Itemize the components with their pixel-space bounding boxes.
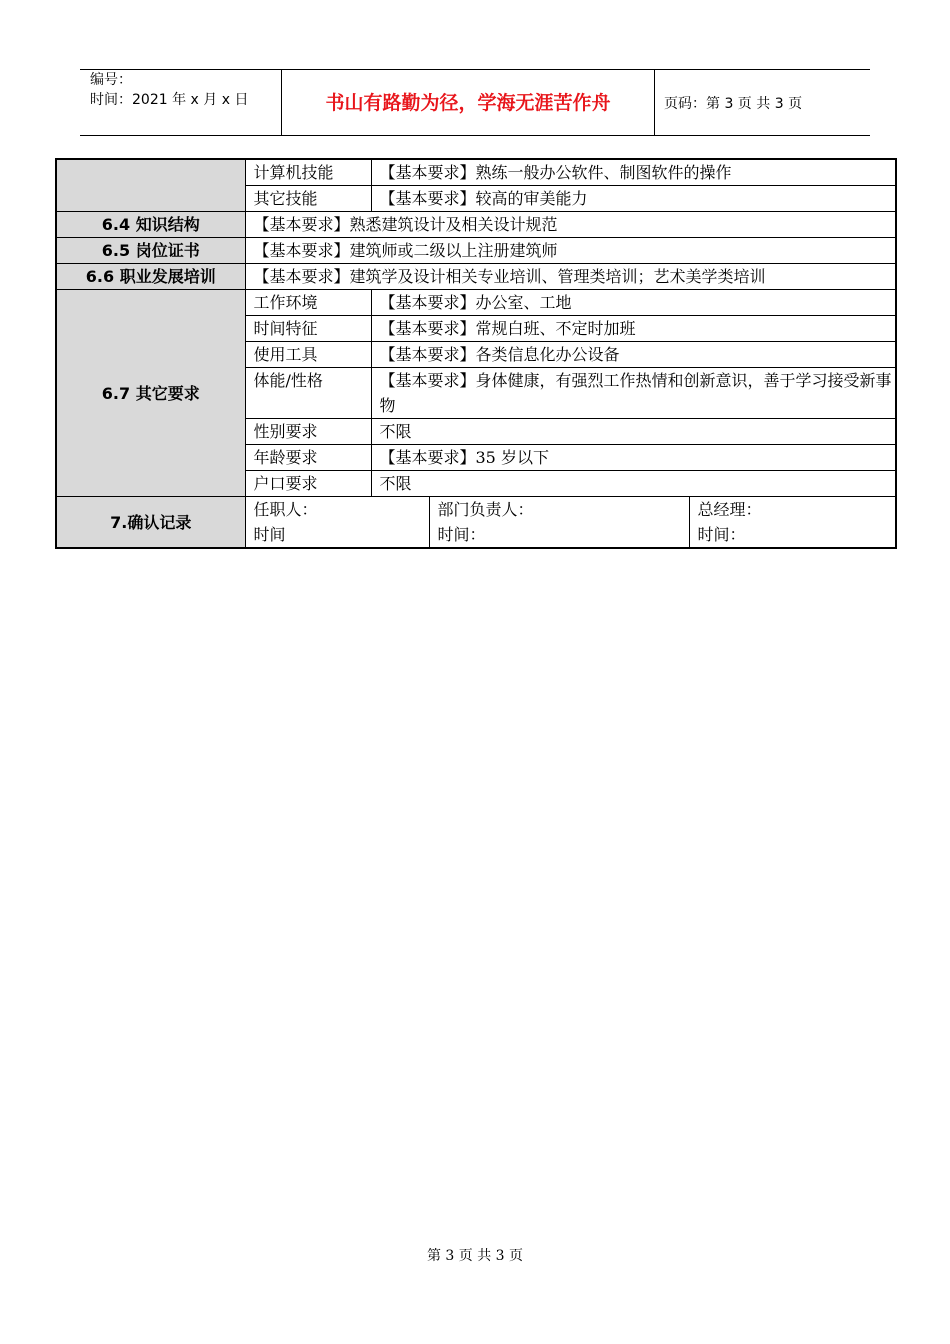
table-row — [56, 264, 896, 290]
section-6-5-req: 【基本要求】建筑师或二级以上注册建筑师 — [245, 238, 896, 264]
section-cell-empty — [56, 159, 245, 212]
dept-head-time-label: 时间： — [437, 525, 486, 544]
section-6-5-title: 6.5 岗位证书 — [56, 238, 245, 264]
item-work-environment: 工作环境 — [245, 290, 371, 316]
req-gender: 不限 — [371, 419, 896, 445]
doc-number-label: 编号： — [90, 72, 132, 88]
item-age: 年龄要求 — [245, 445, 371, 471]
table-row — [56, 212, 896, 238]
page-footer: 第 3 页 共 3 页 — [426, 1248, 524, 1264]
item-tools: 使用工具 — [245, 342, 371, 368]
item-hukou: 户口要求 — [245, 471, 371, 497]
section-6-7-title: 6.7 其它要求 — [56, 290, 245, 497]
table-row — [56, 497, 896, 549]
item-computer-skill: 计算机技能 — [245, 159, 371, 186]
page-number-label: 页码：第 3 页 共 3 页 — [664, 96, 803, 112]
item-other-skill: 其它技能 — [245, 186, 371, 212]
section-6-4-req: 【基本要求】熟悉建筑设计及相关设计规范 — [245, 212, 896, 238]
gm-time-label: 时间： — [697, 525, 746, 544]
header-motto: 书山有路勤为径，学海无涯苦作舟 — [325, 92, 611, 114]
header-bottom-rule — [80, 135, 870, 136]
section-6-6-title: 6.6 职业发展培训 — [56, 264, 245, 290]
table-row — [56, 238, 896, 264]
dept-head-sign-cell — [430, 497, 690, 547]
doc-date-label: 时间：2021 年 x 月 x 日 — [90, 92, 249, 108]
req-time-feature: 【基本要求】常规白班、不定时加班 — [371, 316, 896, 342]
gm-sign-cell — [690, 497, 896, 547]
item-gender: 性别要求 — [245, 419, 371, 445]
incumbent-sign-cell — [246, 497, 430, 547]
table-row — [56, 290, 896, 316]
item-physique: 体能/性格 — [245, 368, 371, 419]
req-other-skill: 【基本要求】较高的审美能力 — [371, 186, 896, 212]
req-work-environment: 【基本要求】办公室、工地 — [371, 290, 896, 316]
incumbent-time-label: 时间 — [253, 525, 286, 544]
section-6-4-title: 6.4 知识结构 — [56, 212, 245, 238]
job-requirements-table — [55, 158, 897, 549]
req-age: 【基本要求】35 岁以下 — [371, 445, 896, 471]
table-row — [56, 159, 896, 186]
dept-head-label: 部门负责人： — [437, 500, 534, 519]
req-tools: 【基本要求】各类信息化办公设备 — [371, 342, 896, 368]
header-top-rule — [80, 69, 870, 70]
gm-label: 总经理： — [697, 500, 762, 519]
item-time-feature: 时间特征 — [245, 316, 371, 342]
header-divider-right — [654, 69, 655, 136]
incumbent-label: 任职人： — [253, 500, 318, 519]
section-6-6-req: 【基本要求】建筑学及设计相关专业培训、管理类培训；艺术美学类培训 — [245, 264, 896, 290]
section-7-title: 7.确认记录 — [56, 497, 245, 549]
confirm-signatures — [245, 497, 896, 549]
req-physique: 【基本要求】身体健康，有强烈工作热情和创新意识，善于学习接受新事物 — [371, 368, 896, 419]
req-computer-skill: 【基本要求】熟练一般办公软件、制图软件的操作 — [371, 159, 896, 186]
req-hukou: 不限 — [371, 471, 896, 497]
